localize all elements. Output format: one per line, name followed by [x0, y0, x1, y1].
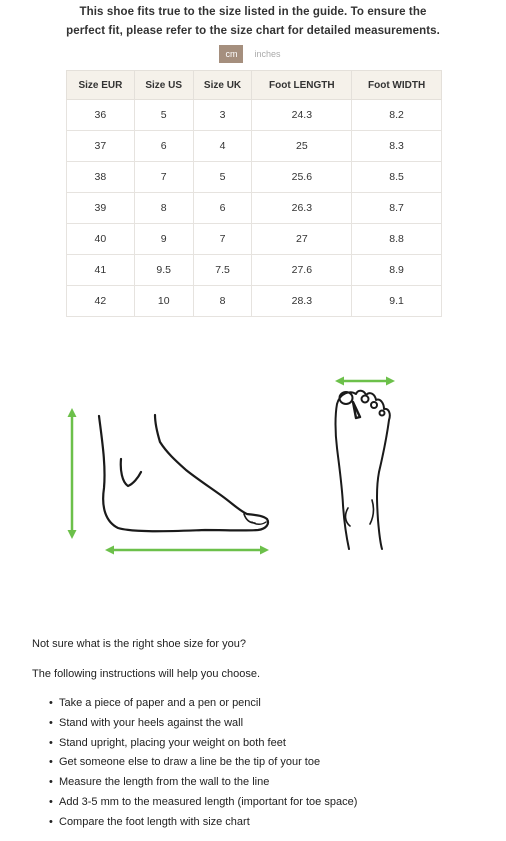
- cell-eur: 36: [67, 100, 135, 131]
- table-row: [67, 193, 442, 224]
- width-arrow: [335, 377, 395, 386]
- cell-us: 9.5: [134, 255, 193, 286]
- cell-us: 9: [134, 224, 193, 255]
- header-foot-length: Foot LENGTH: [252, 71, 352, 100]
- cell-us: 6: [134, 131, 193, 162]
- cell-eur: 42: [67, 286, 135, 317]
- cell-uk: 6: [193, 193, 252, 224]
- cell-us: 5: [134, 100, 193, 131]
- header-size-eur: Size EUR: [67, 71, 135, 100]
- cell-eur: 41: [67, 255, 135, 286]
- guide-steps-list: [32, 696, 492, 829]
- table-row: [67, 131, 442, 162]
- list-item: • Stand upright, placing your weight on both feet: [49, 736, 492, 750]
- cell-length: 27.6: [252, 255, 352, 286]
- list-item: • Compare the foot length with size chart: [49, 815, 492, 829]
- cell-length: 27: [252, 224, 352, 255]
- intro-text: [0, 3, 506, 41]
- cell-width: 8.2: [352, 100, 442, 131]
- cell-length: 24.3: [252, 100, 352, 131]
- intro-line-1: This shoe fits true to the size listed in the guide. To ensure the: [79, 6, 427, 18]
- cell-us: 10: [134, 286, 193, 317]
- guide-lead: The following instructions will help you choose.: [32, 668, 261, 680]
- measuring-guide: [32, 637, 492, 835]
- cell-width: 8.5: [352, 162, 442, 193]
- foot-top-view-illustration: [336, 391, 390, 549]
- cell-length: 26.3: [252, 193, 352, 224]
- cell-eur: 38: [67, 162, 135, 193]
- table-row: [67, 286, 442, 317]
- cell-uk: 7.5: [193, 255, 252, 286]
- cell-uk: 7: [193, 224, 252, 255]
- cell-eur: 40: [67, 224, 135, 255]
- list-item: • Measure the length from the wall to the line: [49, 775, 492, 789]
- cell-eur: 39: [67, 193, 135, 224]
- cell-length: 25: [252, 131, 352, 162]
- cell-eur: 37: [67, 131, 135, 162]
- table-row: [67, 224, 442, 255]
- height-arrow: [68, 408, 77, 539]
- guide-question: Not sure what is the right shoe size for you?: [32, 638, 246, 650]
- foot-side-view-illustration: [99, 415, 268, 531]
- cell-uk: 3: [193, 100, 252, 131]
- length-arrow: [105, 546, 269, 555]
- cell-uk: 5: [193, 162, 252, 193]
- cell-length: 28.3: [252, 286, 352, 317]
- cell-uk: 4: [193, 131, 252, 162]
- table-header-row: [67, 71, 442, 100]
- header-foot-width: Foot WIDTH: [352, 71, 442, 100]
- unit-cm-button[interactable]: cm: [219, 45, 243, 63]
- cell-width: 8.8: [352, 224, 442, 255]
- cell-uk: 8: [193, 286, 252, 317]
- list-item: • Stand with your heels against the wall: [49, 716, 492, 730]
- intro-line-2: perfect fit, please refer to the size chart for detailed measurements.: [66, 25, 440, 37]
- cell-width: 8.3: [352, 131, 442, 162]
- list-item: • Take a piece of paper and a pen or pencil: [49, 696, 492, 710]
- cell-us: 8: [134, 193, 193, 224]
- header-size-us: Size US: [134, 71, 193, 100]
- unit-inches-button[interactable]: inches: [248, 45, 286, 63]
- cell-length: 25.6: [252, 162, 352, 193]
- table-row: [67, 255, 442, 286]
- list-item: • Get someone else to draw a line be the tip of your toe: [49, 755, 492, 769]
- list-item: • Add 3-5 mm to the measured length (important for toe space): [49, 795, 492, 809]
- unit-toggle: [0, 45, 506, 63]
- cell-width: 9.1: [352, 286, 442, 317]
- table-row: [67, 162, 442, 193]
- cell-width: 8.7: [352, 193, 442, 224]
- foot-measurement-illustration: [0, 360, 506, 580]
- cell-us: 7: [134, 162, 193, 193]
- cell-width: 8.9: [352, 255, 442, 286]
- header-size-uk: Size UK: [193, 71, 252, 100]
- table-row: [67, 100, 442, 131]
- size-chart-table: [66, 70, 442, 317]
